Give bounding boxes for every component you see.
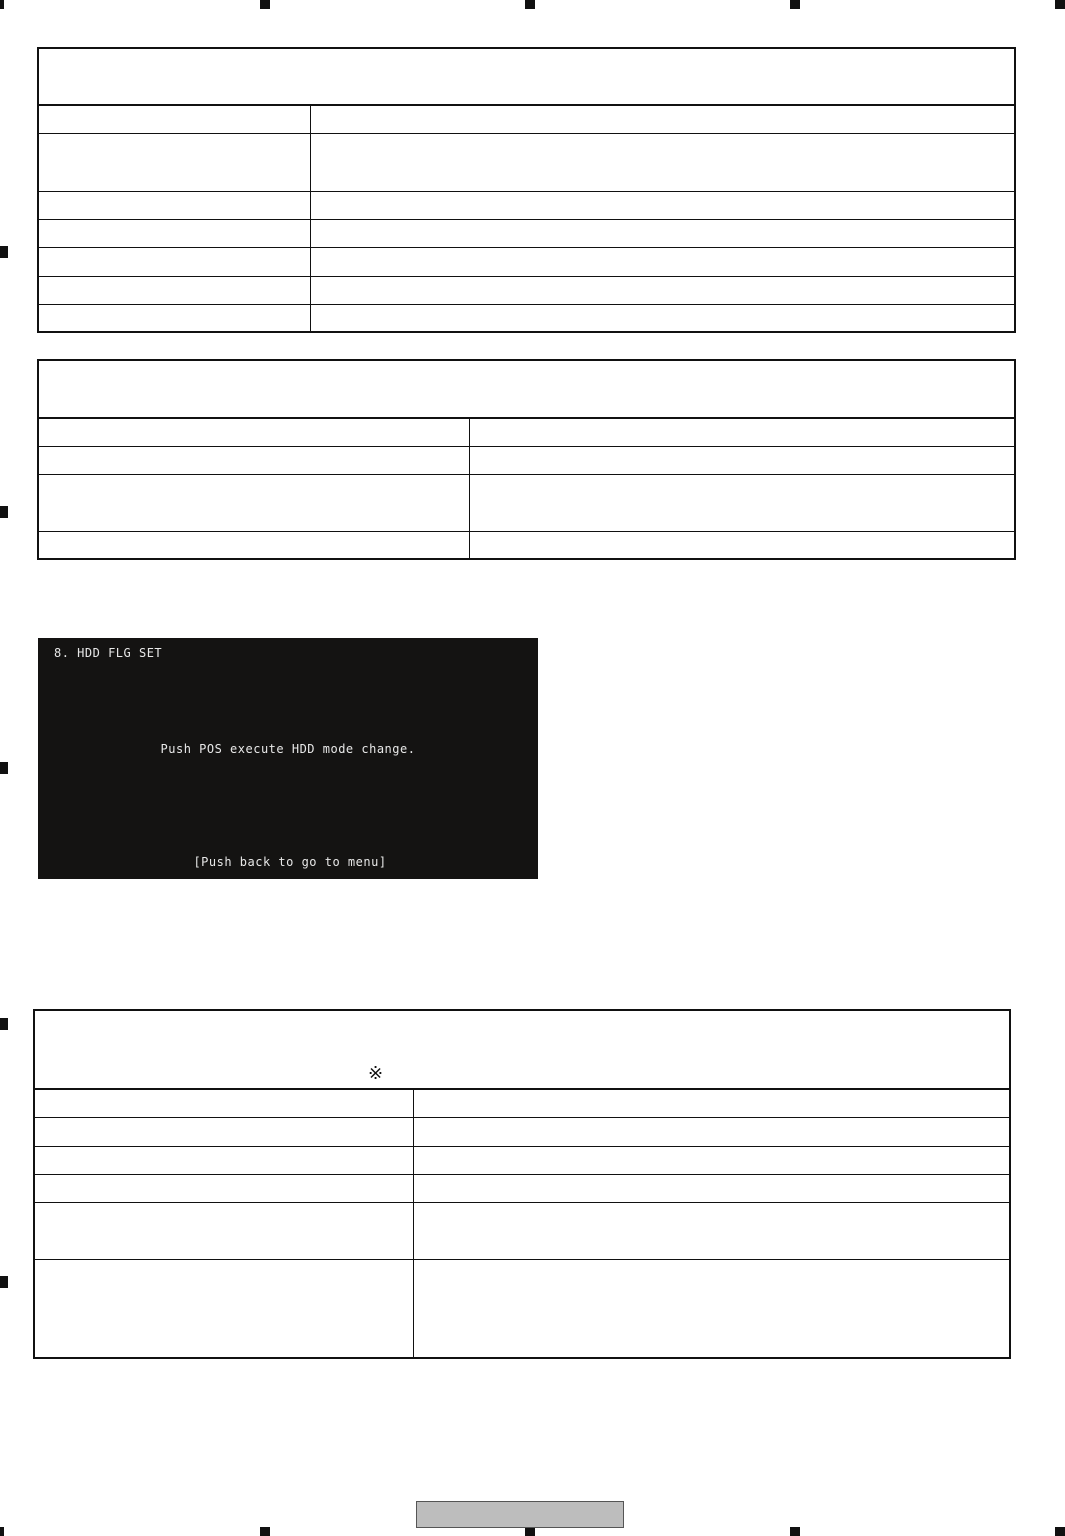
table-row <box>34 1089 1010 1117</box>
table-row <box>34 1117 1010 1146</box>
table-cell <box>413 1089 1010 1117</box>
table-cell <box>413 1259 1010 1358</box>
table-header-cell <box>38 360 1015 418</box>
table-row <box>38 531 1015 559</box>
table-cell <box>469 446 1015 474</box>
table-cell <box>34 1146 413 1174</box>
table-cell <box>413 1174 1010 1202</box>
table-cell <box>469 474 1015 531</box>
table-header-row <box>34 1010 1010 1089</box>
table-cell <box>310 105 1015 133</box>
table-row <box>38 304 1015 332</box>
table-cell <box>34 1089 413 1117</box>
spec-table-2 <box>37 359 1016 560</box>
table-cell <box>38 219 310 247</box>
crop-mark-bottom-4 <box>790 1527 800 1536</box>
crop-mark-left-2 <box>0 506 8 518</box>
table-header-row <box>38 360 1015 418</box>
table-cell <box>38 474 469 531</box>
table-row <box>38 133 1015 191</box>
table-row <box>38 191 1015 219</box>
table-cell <box>310 133 1015 191</box>
table-cell <box>34 1117 413 1146</box>
table-cell <box>38 276 310 304</box>
crop-mark-left-5 <box>0 1276 8 1288</box>
table-row <box>34 1174 1010 1202</box>
crop-mark-top-5 <box>1055 0 1065 9</box>
osd-screen-capture <box>38 638 538 879</box>
table-row <box>38 276 1015 304</box>
table-cell <box>310 219 1015 247</box>
osd-footer-hint: [Push back to go to menu] <box>193 855 387 869</box>
spec-table-3 <box>33 1009 1011 1359</box>
table-cell <box>413 1117 1010 1146</box>
crop-mark-left-4 <box>0 1018 8 1030</box>
crop-mark-bottom-3 <box>525 1527 535 1536</box>
table-cell <box>38 133 310 191</box>
table-row <box>38 247 1015 276</box>
table-cell <box>38 418 469 446</box>
crop-mark-top-2 <box>260 0 270 9</box>
table-cell <box>469 418 1015 446</box>
crop-mark-top-1 <box>0 0 4 9</box>
table-cell <box>38 191 310 219</box>
crop-mark-top-3 <box>525 0 535 9</box>
table-row <box>38 474 1015 531</box>
table-cell <box>34 1259 413 1358</box>
table-cell <box>38 304 310 332</box>
table-row <box>38 446 1015 474</box>
note-reference-mark: ※ <box>368 1063 384 1083</box>
table-cell <box>38 247 310 276</box>
table-header-row <box>38 48 1015 105</box>
table-row <box>34 1146 1010 1174</box>
table-row <box>38 418 1015 446</box>
crop-mark-bottom-1 <box>0 1527 4 1536</box>
crop-mark-bottom-2 <box>260 1527 270 1536</box>
table-cell <box>38 446 469 474</box>
crop-mark-top-4 <box>790 0 800 9</box>
spec-table-1 <box>37 47 1016 333</box>
table-row <box>34 1202 1010 1259</box>
table-cell <box>310 247 1015 276</box>
table-row <box>34 1259 1010 1358</box>
table-cell <box>413 1146 1010 1174</box>
table-row <box>38 219 1015 247</box>
table-cell <box>34 1174 413 1202</box>
table-row <box>38 105 1015 133</box>
crop-mark-left-1 <box>0 246 8 258</box>
table-cell <box>310 276 1015 304</box>
table-cell <box>34 1202 413 1259</box>
osd-menu-title: 8. HDD FLG SET <box>54 646 163 660</box>
table-cell <box>413 1202 1010 1259</box>
osd-instruction: Push POS execute HDD mode change. <box>160 742 416 756</box>
table-cell <box>38 105 310 133</box>
crop-mark-left-3 <box>0 762 8 774</box>
crop-mark-bottom-5 <box>1055 1527 1065 1536</box>
page-number-box <box>416 1501 624 1528</box>
table-cell <box>310 304 1015 332</box>
table-header-cell <box>34 1010 1010 1089</box>
table-header-cell <box>38 48 1015 105</box>
table-cell <box>310 191 1015 219</box>
table-cell <box>469 531 1015 559</box>
table-cell <box>38 531 469 559</box>
